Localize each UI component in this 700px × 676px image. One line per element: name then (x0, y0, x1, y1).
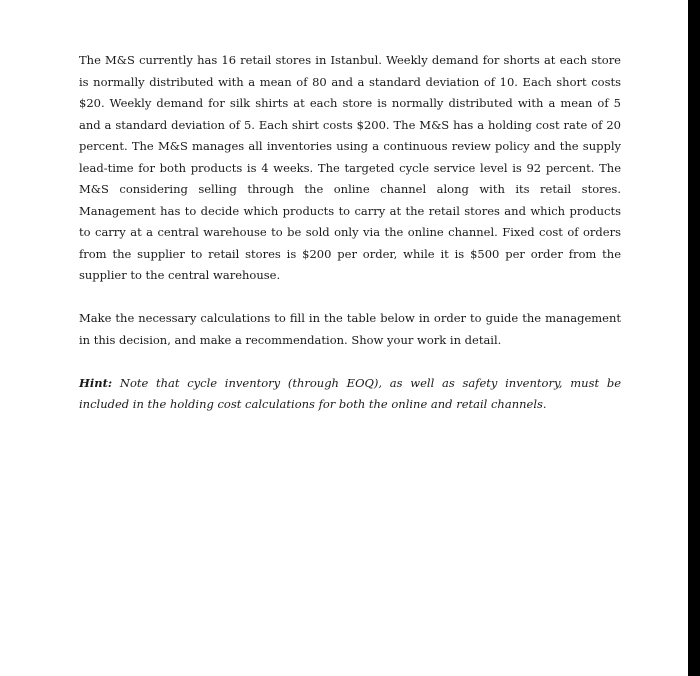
hint-label: Hint: (79, 375, 113, 390)
hint-paragraph (79, 373, 621, 416)
problem-statement-paragraph: The M&S currently has 16 retail stores in Istanbul. Weekly demand for shorts at each store is normally distributed with a mean of 80 and a standard deviation of 10. Each short costs $20. Weekly demand for silk shirts at each store is normally distributed with a mean of 5 and a standard deviation of 5. Each shirt costs $200. The M&S has a holding cost rate of 20 percent. The M&S manages all inventories using a continuous review policy and the supply lead-time for both products is 4 weeks. The targeted cycle service level is 92 percent. The M&S considering selling through the online channel along with its retail stores. Management has to decide which products to carry at the retail stores and which products to carry at a central warehouse to be sold only via the online channel. Fixed cost of orders from the supplier to retail stores is $200 per order, while it is $500 per order from the supplier to the central warehouse. (79, 53, 621, 282)
right-border (688, 0, 700, 676)
instruction-paragraph: Make the necessary calculations to fill in the table below in order to guide the management in this decision, and make a recommendation. Show your work in detail. (79, 311, 621, 347)
hint-text: Note that cycle inventory (through EOQ), as well as safety inventory, must be included in the holding cost calculations for both the online and retail channels. (79, 375, 621, 411)
document-body (79, 50, 621, 416)
